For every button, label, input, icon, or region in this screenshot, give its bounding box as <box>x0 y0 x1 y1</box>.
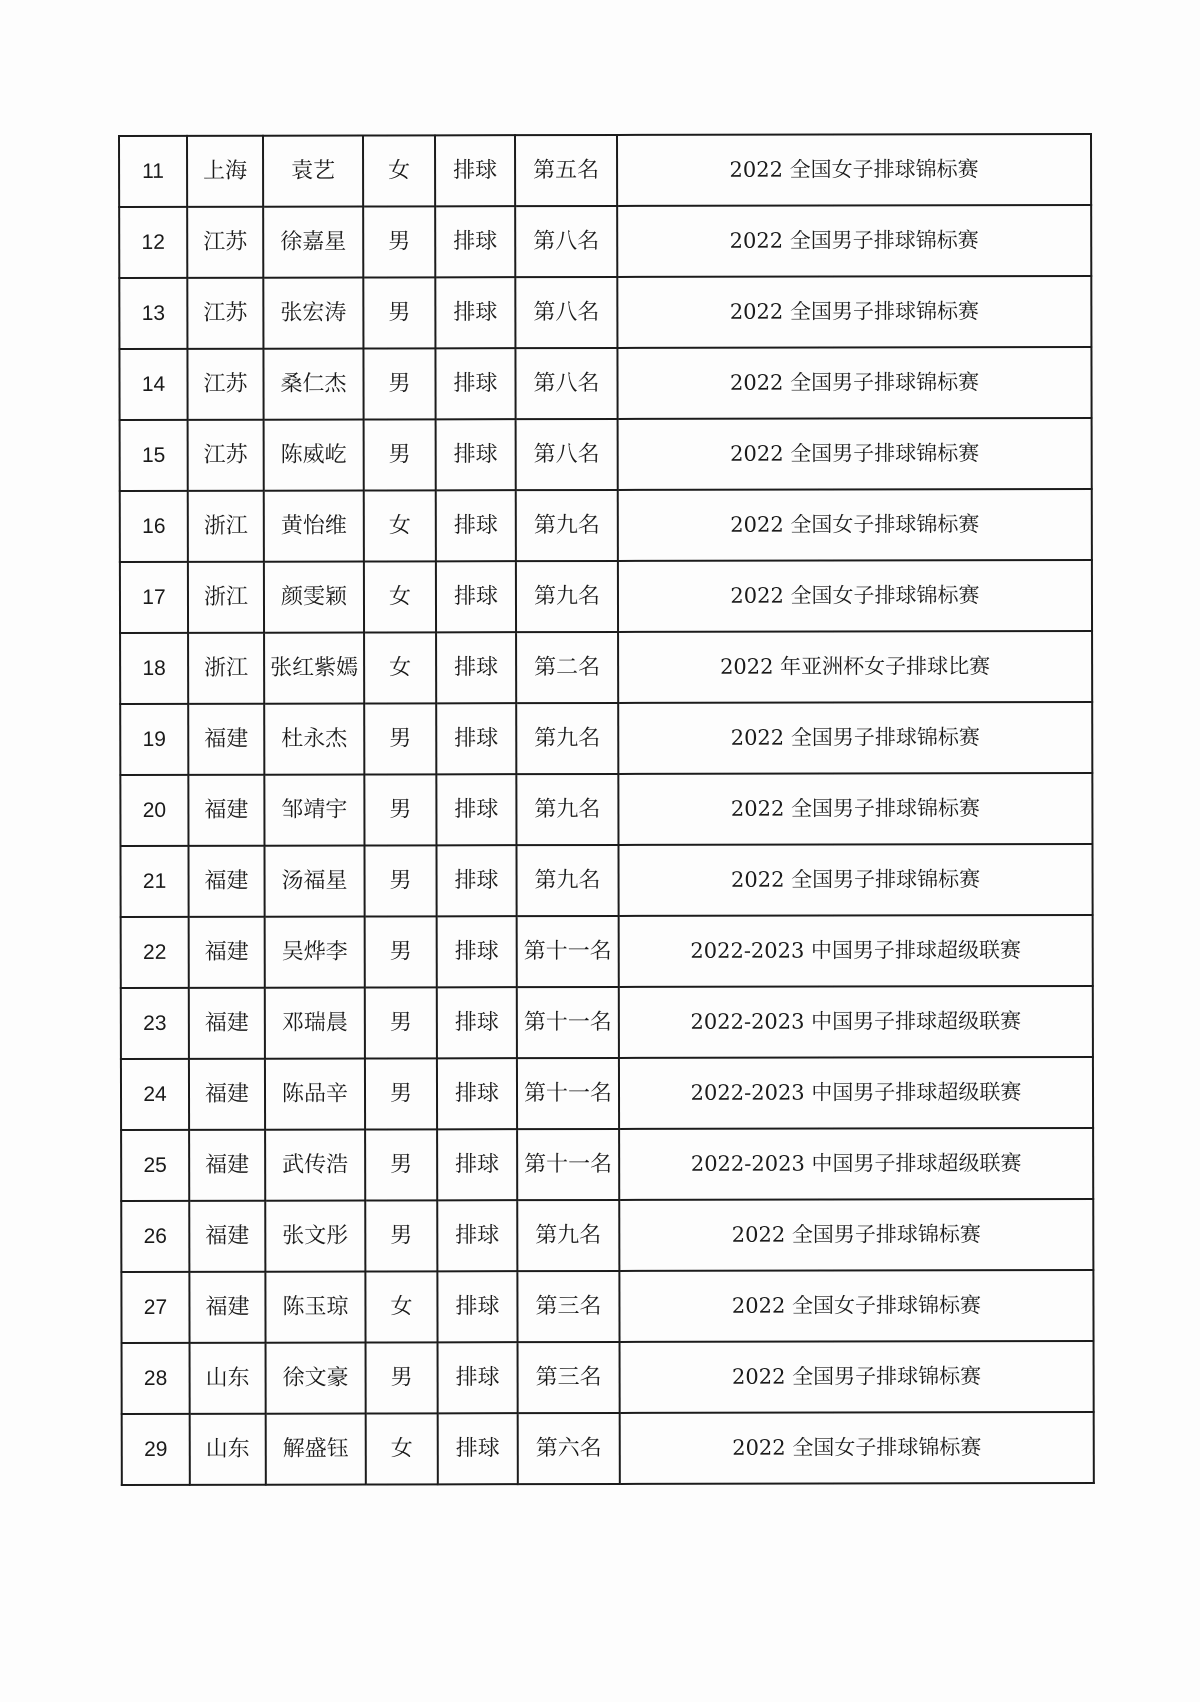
rank-cell: 第九名 <box>516 490 618 561</box>
table-row <box>122 1341 1094 1414</box>
province-cell: 福建 <box>188 775 264 846</box>
row-number-cell: 28 <box>122 1343 190 1414</box>
gender-cell: 男 <box>366 1342 438 1413</box>
sport-cell: 排球 <box>435 135 515 206</box>
province-cell: 福建 <box>189 1059 265 1130</box>
event-cell: 2022 年亚洲杯女子排球比赛 <box>618 631 1092 703</box>
rank-cell: 第五名 <box>515 135 617 206</box>
gender-cell: 男 <box>364 419 436 490</box>
table-row <box>121 915 1093 988</box>
athlete-name-cell: 徐文豪 <box>266 1342 366 1413</box>
sport-cell: 排球 <box>438 1342 518 1413</box>
athlete-name-cell: 黄怡维 <box>264 490 364 561</box>
event-cell: 2022-2023 中国男子排球超级联赛 <box>619 986 1093 1058</box>
row-number-cell: 17 <box>120 562 188 633</box>
rank-cell: 第九名 <box>516 774 618 845</box>
table-row <box>119 205 1091 278</box>
row-number-cell: 11 <box>119 136 187 207</box>
table-row <box>121 1128 1093 1201</box>
athlete-name-cell: 邹靖宇 <box>264 774 364 845</box>
sport-cell: 排球 <box>436 632 516 703</box>
sport-cell: 排球 <box>437 1271 517 1342</box>
rank-cell: 第十一名 <box>517 916 619 987</box>
gender-cell: 男 <box>365 1200 437 1271</box>
table-row <box>121 1057 1093 1130</box>
sport-cell: 排球 <box>436 490 516 561</box>
gender-cell: 男 <box>364 703 436 774</box>
province-cell: 福建 <box>188 846 264 917</box>
athlete-name-cell: 颜雯颖 <box>264 561 364 632</box>
rank-cell: 第九名 <box>516 703 618 774</box>
row-number-cell: 25 <box>121 1130 189 1201</box>
athlete-name-cell: 吴烨李 <box>265 916 365 987</box>
gender-cell: 男 <box>363 348 435 419</box>
event-cell: 2022 全国男子排球锦标赛 <box>618 844 1092 916</box>
row-number-cell: 27 <box>121 1272 189 1343</box>
sport-cell: 排球 <box>437 987 517 1058</box>
event-cell: 2022 全国男子排球锦标赛 <box>617 205 1091 277</box>
province-cell: 山东 <box>190 1414 266 1485</box>
rank-cell: 第九名 <box>516 561 618 632</box>
event-cell: 2022 全国女子排球锦标赛 <box>618 560 1092 632</box>
rank-cell: 第三名 <box>517 1271 619 1342</box>
sport-cell: 排球 <box>435 348 515 419</box>
row-number-cell: 29 <box>122 1414 190 1485</box>
province-cell: 福建 <box>189 1201 265 1272</box>
table-row <box>120 773 1092 846</box>
row-number-cell: 26 <box>121 1201 189 1272</box>
sport-cell: 排球 <box>437 1058 517 1129</box>
event-cell: 2022-2023 中国男子排球超级联赛 <box>619 1057 1093 1129</box>
table-row <box>121 1270 1093 1343</box>
table-row <box>120 560 1092 633</box>
province-cell: 浙江 <box>188 562 264 633</box>
sport-cell: 排球 <box>435 277 515 348</box>
sport-cell: 排球 <box>436 703 516 774</box>
sport-cell: 排球 <box>435 206 515 277</box>
athlete-name-cell: 徐嘉星 <box>263 206 363 277</box>
athlete-name-cell: 张文彤 <box>265 1200 365 1271</box>
gender-cell: 男 <box>364 774 436 845</box>
rank-cell: 第三名 <box>518 1342 620 1413</box>
table-row <box>120 631 1092 704</box>
athlete-table-body <box>119 134 1094 1485</box>
event-cell: 2022 全国男子排球锦标赛 <box>619 1199 1093 1271</box>
rank-cell: 第九名 <box>517 1200 619 1271</box>
province-cell: 福建 <box>189 1272 265 1343</box>
row-number-cell: 13 <box>119 278 187 349</box>
rank-cell: 第十一名 <box>517 987 619 1058</box>
event-cell: 2022 全国女子排球锦标赛 <box>619 1270 1093 1342</box>
gender-cell: 女 <box>364 632 436 703</box>
table-row <box>119 347 1091 420</box>
rank-cell: 第八名 <box>516 419 618 490</box>
rank-cell: 第十一名 <box>517 1129 619 1200</box>
rank-cell: 第六名 <box>518 1413 620 1484</box>
table-row <box>120 489 1092 562</box>
gender-cell: 男 <box>365 987 437 1058</box>
province-cell: 福建 <box>189 988 265 1059</box>
gender-cell: 女 <box>365 1271 437 1342</box>
province-cell: 福建 <box>189 917 265 988</box>
table-row <box>119 276 1091 349</box>
athlete-name-cell: 解盛钰 <box>266 1413 366 1484</box>
gender-cell: 男 <box>363 277 435 348</box>
province-cell: 福建 <box>189 1130 265 1201</box>
province-cell: 江苏 <box>187 207 263 278</box>
row-number-cell: 15 <box>120 420 188 491</box>
row-number-cell: 19 <box>120 704 188 775</box>
athlete-name-cell: 陈威屹 <box>264 419 364 490</box>
gender-cell: 女 <box>364 490 436 561</box>
rank-cell: 第十一名 <box>517 1058 619 1129</box>
sport-cell: 排球 <box>437 1200 517 1271</box>
row-number-cell: 12 <box>119 207 187 278</box>
gender-cell: 男 <box>364 845 436 916</box>
athlete-table <box>118 133 1095 1486</box>
sport-cell: 排球 <box>437 1129 517 1200</box>
rank-cell: 第八名 <box>515 206 617 277</box>
sport-cell: 排球 <box>436 774 516 845</box>
sport-cell: 排球 <box>436 845 516 916</box>
table-row <box>120 702 1092 775</box>
sport-cell: 排球 <box>437 916 517 987</box>
row-number-cell: 20 <box>120 775 188 846</box>
event-cell: 2022-2023 中国男子排球超级联赛 <box>619 915 1093 987</box>
province-cell: 福建 <box>188 704 264 775</box>
athlete-name-cell: 张红紫嫣 <box>264 632 364 703</box>
athlete-name-cell: 张宏涛 <box>263 277 363 348</box>
event-cell: 2022 全国男子排球锦标赛 <box>617 347 1091 419</box>
event-cell: 2022 全国男子排球锦标赛 <box>620 1341 1094 1413</box>
province-cell: 江苏 <box>187 278 263 349</box>
event-cell: 2022 全国男子排球锦标赛 <box>618 418 1092 490</box>
athlete-name-cell: 汤福星 <box>264 845 364 916</box>
event-cell: 2022 全国女子排球锦标赛 <box>618 489 1092 561</box>
province-cell: 浙江 <box>188 633 264 704</box>
gender-cell: 女 <box>363 135 435 206</box>
province-cell: 山东 <box>190 1343 266 1414</box>
province-cell: 浙江 <box>188 491 264 562</box>
gender-cell: 男 <box>365 1058 437 1129</box>
event-cell: 2022 全国女子排球锦标赛 <box>620 1412 1094 1484</box>
rank-cell: 第二名 <box>516 632 618 703</box>
table-row <box>120 418 1092 491</box>
province-cell: 江苏 <box>187 349 263 420</box>
rank-cell: 第八名 <box>515 277 617 348</box>
event-cell: 2022-2023 中国男子排球超级联赛 <box>619 1128 1093 1200</box>
event-cell: 2022 全国男子排球锦标赛 <box>618 702 1092 774</box>
province-cell: 江苏 <box>188 420 264 491</box>
row-number-cell: 18 <box>120 633 188 704</box>
athlete-name-cell: 杜永杰 <box>264 703 364 774</box>
athlete-name-cell: 桑仁杰 <box>263 348 363 419</box>
row-number-cell: 14 <box>119 349 187 420</box>
gender-cell: 男 <box>365 916 437 987</box>
rank-cell: 第八名 <box>515 348 617 419</box>
event-cell: 2022 全国女子排球锦标赛 <box>617 134 1091 206</box>
athlete-name-cell: 陈玉琼 <box>265 1271 365 1342</box>
row-number-cell: 16 <box>120 491 188 562</box>
gender-cell: 男 <box>363 206 435 277</box>
table-row <box>121 1199 1093 1272</box>
row-number-cell: 24 <box>121 1059 189 1130</box>
row-number-cell: 23 <box>121 988 189 1059</box>
sport-cell: 排球 <box>436 419 516 490</box>
rank-cell: 第九名 <box>516 845 618 916</box>
sport-cell: 排球 <box>436 561 516 632</box>
table-row <box>121 986 1093 1059</box>
athlete-name-cell: 邓瑞晨 <box>265 987 365 1058</box>
athlete-name-cell: 武传浩 <box>265 1129 365 1200</box>
sport-cell: 排球 <box>438 1413 518 1484</box>
province-cell: 上海 <box>187 136 263 207</box>
gender-cell: 女 <box>364 561 436 632</box>
event-cell: 2022 全国男子排球锦标赛 <box>618 773 1092 845</box>
table-row <box>122 1412 1094 1485</box>
gender-cell: 男 <box>365 1129 437 1200</box>
athlete-name-cell: 袁艺 <box>263 135 363 206</box>
table-row <box>120 844 1092 917</box>
table-row <box>119 134 1091 207</box>
event-cell: 2022 全国男子排球锦标赛 <box>617 276 1091 348</box>
gender-cell: 女 <box>366 1413 438 1484</box>
row-number-cell: 21 <box>120 846 188 917</box>
athlete-name-cell: 陈品辛 <box>265 1058 365 1129</box>
row-number-cell: 22 <box>121 917 189 988</box>
